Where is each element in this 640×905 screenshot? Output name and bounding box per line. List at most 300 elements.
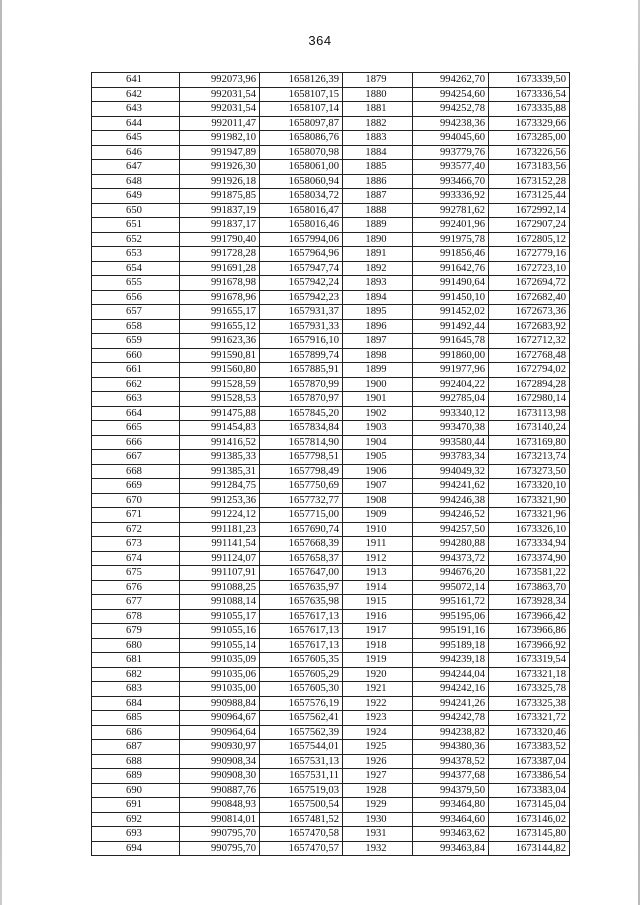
x-right-cell: 994280,88 <box>413 537 489 552</box>
point-number-right-cell: 1895 <box>343 305 413 320</box>
point-number-left-cell: 650 <box>92 203 180 218</box>
x-right-cell: 991975,78 <box>413 232 489 247</box>
x-left-cell: 991590,81 <box>180 348 260 363</box>
point-number-left-cell: 661 <box>92 363 180 378</box>
x-left-cell: 992073,96 <box>180 73 260 88</box>
y-left-cell: 1657798,49 <box>260 464 343 479</box>
point-number-right-cell: 1931 <box>343 827 413 842</box>
y-right-cell: 1673386,54 <box>489 769 570 784</box>
y-left-cell: 1657544,01 <box>260 740 343 755</box>
point-number-right-cell: 1917 <box>343 624 413 639</box>
y-right-cell: 1672694,72 <box>489 276 570 291</box>
y-left-cell: 1657870,97 <box>260 392 343 407</box>
point-number-right-cell: 1924 <box>343 725 413 740</box>
x-left-cell: 990908,30 <box>180 769 260 784</box>
x-right-cell: 993466,70 <box>413 174 489 189</box>
point-number-left-cell: 687 <box>92 740 180 755</box>
x-right-cell: 993464,80 <box>413 798 489 813</box>
table-row <box>92 827 570 842</box>
point-number-left-cell: 681 <box>92 653 180 668</box>
point-number-right-cell: 1914 <box>343 580 413 595</box>
x-left-cell: 991837,19 <box>180 203 260 218</box>
x-left-cell: 991035,06 <box>180 667 260 682</box>
table-row <box>92 319 570 334</box>
y-left-cell: 1657845,20 <box>260 406 343 421</box>
x-right-cell: 993336,92 <box>413 189 489 204</box>
point-number-right-cell: 1886 <box>343 174 413 189</box>
table-row <box>92 783 570 798</box>
table-row <box>92 638 570 653</box>
y-right-cell: 1672712,32 <box>489 334 570 349</box>
table-row <box>92 377 570 392</box>
point-number-left-cell: 655 <box>92 276 180 291</box>
point-number-right-cell: 1885 <box>343 160 413 175</box>
point-number-right-cell: 1883 <box>343 131 413 146</box>
coordinates-table-body <box>92 73 570 856</box>
point-number-left-cell: 689 <box>92 769 180 784</box>
y-right-cell: 1672894,28 <box>489 377 570 392</box>
point-number-right-cell: 1904 <box>343 435 413 450</box>
y-right-cell: 1672768,48 <box>489 348 570 363</box>
point-number-left-cell: 694 <box>92 841 180 856</box>
x-right-cell: 993783,34 <box>413 450 489 465</box>
point-number-right-cell: 1911 <box>343 537 413 552</box>
y-left-cell: 1657798,51 <box>260 450 343 465</box>
table-row <box>92 740 570 755</box>
table-row <box>92 406 570 421</box>
point-number-right-cell: 1927 <box>343 769 413 784</box>
x-left-cell: 991655,12 <box>180 319 260 334</box>
y-left-cell: 1658070,98 <box>260 145 343 160</box>
table-row <box>92 667 570 682</box>
table-row <box>92 754 570 769</box>
x-right-cell: 994242,16 <box>413 682 489 697</box>
table-row <box>92 363 570 378</box>
point-number-right-cell: 1913 <box>343 566 413 581</box>
x-right-cell: 993340,12 <box>413 406 489 421</box>
point-number-right-cell: 1887 <box>343 189 413 204</box>
point-number-left-cell: 646 <box>92 145 180 160</box>
y-right-cell: 1673329,66 <box>489 116 570 131</box>
x-left-cell: 991926,18 <box>180 174 260 189</box>
y-right-cell: 1673146,02 <box>489 812 570 827</box>
y-right-cell: 1673125,44 <box>489 189 570 204</box>
table-row <box>92 218 570 233</box>
point-number-right-cell: 1921 <box>343 682 413 697</box>
x-right-cell: 993463,84 <box>413 841 489 856</box>
y-left-cell: 1657500,54 <box>260 798 343 813</box>
x-right-cell: 994049,32 <box>413 464 489 479</box>
point-number-right-cell: 1901 <box>343 392 413 407</box>
point-number-left-cell: 649 <box>92 189 180 204</box>
x-left-cell: 991088,25 <box>180 580 260 595</box>
x-right-cell: 994244,04 <box>413 667 489 682</box>
table-row <box>92 392 570 407</box>
y-right-cell: 1673335,88 <box>489 102 570 117</box>
point-number-right-cell: 1884 <box>343 145 413 160</box>
y-left-cell: 1657942,23 <box>260 290 343 305</box>
point-number-left-cell: 659 <box>92 334 180 349</box>
point-number-right-cell: 1893 <box>343 276 413 291</box>
y-right-cell: 1672805,12 <box>489 232 570 247</box>
point-number-left-cell: 684 <box>92 696 180 711</box>
table-row <box>92 232 570 247</box>
x-left-cell: 991837,17 <box>180 218 260 233</box>
x-right-cell: 991492,44 <box>413 319 489 334</box>
y-right-cell: 1673140,24 <box>489 421 570 436</box>
x-left-cell: 991560,80 <box>180 363 260 378</box>
y-left-cell: 1657964,96 <box>260 247 343 262</box>
y-right-cell: 1672907,24 <box>489 218 570 233</box>
y-left-cell: 1657617,13 <box>260 638 343 653</box>
y-right-cell: 1673325,38 <box>489 696 570 711</box>
point-number-right-cell: 1888 <box>343 203 413 218</box>
point-number-right-cell: 1909 <box>343 508 413 523</box>
x-left-cell: 991181,23 <box>180 522 260 537</box>
y-right-cell: 1672794,02 <box>489 363 570 378</box>
point-number-right-cell: 1897 <box>343 334 413 349</box>
point-number-left-cell: 651 <box>92 218 180 233</box>
point-number-right-cell: 1902 <box>343 406 413 421</box>
table-row <box>92 653 570 668</box>
y-left-cell: 1657617,13 <box>260 624 343 639</box>
point-number-left-cell: 656 <box>92 290 180 305</box>
y-left-cell: 1657715,00 <box>260 508 343 523</box>
table-row <box>92 812 570 827</box>
y-left-cell: 1657942,24 <box>260 276 343 291</box>
y-right-cell: 1673321,72 <box>489 711 570 726</box>
x-left-cell: 991124,07 <box>180 551 260 566</box>
x-left-cell: 990964,67 <box>180 711 260 726</box>
y-left-cell: 1658107,14 <box>260 102 343 117</box>
y-left-cell: 1657635,98 <box>260 595 343 610</box>
x-left-cell: 990848,93 <box>180 798 260 813</box>
y-right-cell: 1673273,50 <box>489 464 570 479</box>
table-row <box>92 798 570 813</box>
point-number-right-cell: 1925 <box>343 740 413 755</box>
y-left-cell: 1657562,39 <box>260 725 343 740</box>
x-right-cell: 994377,68 <box>413 769 489 784</box>
table-row <box>92 421 570 436</box>
point-number-right-cell: 1905 <box>343 450 413 465</box>
point-number-left-cell: 688 <box>92 754 180 769</box>
point-number-left-cell: 647 <box>92 160 180 175</box>
y-left-cell: 1657732,77 <box>260 493 343 508</box>
point-number-right-cell: 1932 <box>343 841 413 856</box>
x-right-cell: 993577,40 <box>413 160 489 175</box>
x-right-cell: 994257,50 <box>413 522 489 537</box>
y-left-cell: 1657605,35 <box>260 653 343 668</box>
x-left-cell: 992031,54 <box>180 102 260 117</box>
x-right-cell: 994378,52 <box>413 754 489 769</box>
table-row <box>92 189 570 204</box>
y-right-cell: 1672723,10 <box>489 261 570 276</box>
y-left-cell: 1657605,29 <box>260 667 343 682</box>
point-number-left-cell: 693 <box>92 827 180 842</box>
x-left-cell: 991528,53 <box>180 392 260 407</box>
y-right-cell: 1673383,04 <box>489 783 570 798</box>
x-left-cell: 991416,52 <box>180 435 260 450</box>
point-number-right-cell: 1915 <box>343 595 413 610</box>
x-right-cell: 995195,06 <box>413 609 489 624</box>
table-row <box>92 73 570 88</box>
y-right-cell: 1673145,80 <box>489 827 570 842</box>
x-right-cell: 991645,78 <box>413 334 489 349</box>
point-number-right-cell: 1880 <box>343 87 413 102</box>
table-row <box>92 609 570 624</box>
x-right-cell: 993580,44 <box>413 435 489 450</box>
table-row <box>92 348 570 363</box>
x-right-cell: 991642,76 <box>413 261 489 276</box>
x-left-cell: 991454,83 <box>180 421 260 436</box>
y-left-cell: 1658061,00 <box>260 160 343 175</box>
x-left-cell: 991055,16 <box>180 624 260 639</box>
x-right-cell: 994379,50 <box>413 783 489 798</box>
x-right-cell: 991860,00 <box>413 348 489 363</box>
x-left-cell: 991982,10 <box>180 131 260 146</box>
y-left-cell: 1657519,03 <box>260 783 343 798</box>
coordinates-table <box>91 72 570 856</box>
x-right-cell: 994254,60 <box>413 87 489 102</box>
x-left-cell: 990988,84 <box>180 696 260 711</box>
y-left-cell: 1657885,91 <box>260 363 343 378</box>
y-left-cell: 1658086,76 <box>260 131 343 146</box>
y-left-cell: 1658016,47 <box>260 203 343 218</box>
point-number-left-cell: 677 <box>92 595 180 610</box>
y-right-cell: 1673387,04 <box>489 754 570 769</box>
x-right-cell: 991452,02 <box>413 305 489 320</box>
point-number-left-cell: 644 <box>92 116 180 131</box>
point-number-left-cell: 641 <box>92 73 180 88</box>
point-number-left-cell: 675 <box>92 566 180 581</box>
x-right-cell: 992401,96 <box>413 218 489 233</box>
table-row <box>92 464 570 479</box>
x-right-cell: 991856,46 <box>413 247 489 262</box>
x-left-cell: 991728,28 <box>180 247 260 262</box>
point-number-right-cell: 1912 <box>343 551 413 566</box>
y-left-cell: 1657605,30 <box>260 682 343 697</box>
table-row <box>92 131 570 146</box>
y-left-cell: 1657870,99 <box>260 377 343 392</box>
x-right-cell: 995072,14 <box>413 580 489 595</box>
y-right-cell: 1673321,96 <box>489 508 570 523</box>
x-left-cell: 991385,33 <box>180 450 260 465</box>
x-right-cell: 994380,36 <box>413 740 489 755</box>
point-number-left-cell: 665 <box>92 421 180 436</box>
scan-edge-left <box>0 0 2 905</box>
x-left-cell: 991926,30 <box>180 160 260 175</box>
x-left-cell: 991088,14 <box>180 595 260 610</box>
x-left-cell: 991790,40 <box>180 232 260 247</box>
point-number-left-cell: 658 <box>92 319 180 334</box>
point-number-right-cell: 1910 <box>343 522 413 537</box>
y-right-cell: 1673183,56 <box>489 160 570 175</box>
y-right-cell: 1673226,56 <box>489 145 570 160</box>
point-number-left-cell: 645 <box>92 131 180 146</box>
point-number-left-cell: 662 <box>92 377 180 392</box>
y-right-cell: 1673321,18 <box>489 667 570 682</box>
x-right-cell: 994676,20 <box>413 566 489 581</box>
y-left-cell: 1657750,69 <box>260 479 343 494</box>
y-left-cell: 1657814,90 <box>260 435 343 450</box>
point-number-right-cell: 1929 <box>343 798 413 813</box>
point-number-left-cell: 668 <box>92 464 180 479</box>
x-left-cell: 991528,59 <box>180 377 260 392</box>
y-right-cell: 1673336,54 <box>489 87 570 102</box>
y-right-cell: 1673213,74 <box>489 450 570 465</box>
point-number-right-cell: 1891 <box>343 247 413 262</box>
y-left-cell: 1657481,52 <box>260 812 343 827</box>
table-row <box>92 682 570 697</box>
table-row <box>92 435 570 450</box>
y-left-cell: 1657617,13 <box>260 609 343 624</box>
point-number-left-cell: 679 <box>92 624 180 639</box>
x-left-cell: 990887,76 <box>180 783 260 798</box>
table-row <box>92 769 570 784</box>
point-number-left-cell: 692 <box>92 812 180 827</box>
x-left-cell: 991224,12 <box>180 508 260 523</box>
x-left-cell: 991253,36 <box>180 493 260 508</box>
x-right-cell: 994241,26 <box>413 696 489 711</box>
y-right-cell: 1673966,92 <box>489 638 570 653</box>
y-right-cell: 1673374,90 <box>489 551 570 566</box>
x-left-cell: 991623,36 <box>180 334 260 349</box>
table-row <box>92 145 570 160</box>
point-number-right-cell: 1890 <box>343 232 413 247</box>
table-row <box>92 551 570 566</box>
table-row <box>92 624 570 639</box>
y-left-cell: 1658034,72 <box>260 189 343 204</box>
y-right-cell: 1672683,92 <box>489 319 570 334</box>
y-left-cell: 1657668,39 <box>260 537 343 552</box>
x-left-cell: 991678,98 <box>180 276 260 291</box>
y-left-cell: 1658016,46 <box>260 218 343 233</box>
y-left-cell: 1657690,74 <box>260 522 343 537</box>
x-right-cell: 994242,78 <box>413 711 489 726</box>
point-number-left-cell: 676 <box>92 580 180 595</box>
point-number-left-cell: 678 <box>92 609 180 624</box>
y-right-cell: 1673319,54 <box>489 653 570 668</box>
x-right-cell: 992785,04 <box>413 392 489 407</box>
y-right-cell: 1673169,80 <box>489 435 570 450</box>
x-right-cell: 993470,38 <box>413 421 489 436</box>
x-right-cell: 991977,96 <box>413 363 489 378</box>
y-left-cell: 1657470,57 <box>260 841 343 856</box>
point-number-right-cell: 1896 <box>343 319 413 334</box>
table-row <box>92 203 570 218</box>
x-left-cell: 991141,54 <box>180 537 260 552</box>
point-number-left-cell: 657 <box>92 305 180 320</box>
table-row <box>92 87 570 102</box>
y-left-cell: 1657576,19 <box>260 696 343 711</box>
y-right-cell: 1673152,28 <box>489 174 570 189</box>
table-row <box>92 116 570 131</box>
x-right-cell: 994373,72 <box>413 551 489 566</box>
point-number-right-cell: 1906 <box>343 464 413 479</box>
y-left-cell: 1657470,58 <box>260 827 343 842</box>
point-number-left-cell: 660 <box>92 348 180 363</box>
y-right-cell: 1673145,04 <box>489 798 570 813</box>
table-row <box>92 160 570 175</box>
y-right-cell: 1673320,10 <box>489 479 570 494</box>
y-left-cell: 1657647,00 <box>260 566 343 581</box>
x-left-cell: 991035,09 <box>180 653 260 668</box>
point-number-right-cell: 1903 <box>343 421 413 436</box>
table-row <box>92 537 570 552</box>
x-right-cell: 991450,10 <box>413 290 489 305</box>
table-row <box>92 276 570 291</box>
point-number-right-cell: 1898 <box>343 348 413 363</box>
table-row <box>92 261 570 276</box>
table-row <box>92 696 570 711</box>
y-right-cell: 1673334,94 <box>489 537 570 552</box>
point-number-left-cell: 673 <box>92 537 180 552</box>
y-right-cell: 1672980,14 <box>489 392 570 407</box>
table-row <box>92 290 570 305</box>
point-number-right-cell: 1900 <box>343 377 413 392</box>
point-number-left-cell: 683 <box>92 682 180 697</box>
point-number-left-cell: 666 <box>92 435 180 450</box>
point-number-left-cell: 691 <box>92 798 180 813</box>
x-left-cell: 991678,96 <box>180 290 260 305</box>
point-number-left-cell: 671 <box>92 508 180 523</box>
x-left-cell: 991035,00 <box>180 682 260 697</box>
point-number-left-cell: 682 <box>92 667 180 682</box>
point-number-left-cell: 648 <box>92 174 180 189</box>
y-left-cell: 1657635,97 <box>260 580 343 595</box>
x-right-cell: 995191,16 <box>413 624 489 639</box>
y-left-cell: 1657531,11 <box>260 769 343 784</box>
y-right-cell: 1673113,98 <box>489 406 570 421</box>
table-row <box>92 247 570 262</box>
table-row <box>92 508 570 523</box>
x-left-cell: 990795,70 <box>180 827 260 842</box>
y-right-cell: 1673285,00 <box>489 131 570 146</box>
y-left-cell: 1658107,15 <box>260 87 343 102</box>
x-right-cell: 994246,52 <box>413 508 489 523</box>
point-number-right-cell: 1916 <box>343 609 413 624</box>
y-left-cell: 1657658,37 <box>260 551 343 566</box>
y-right-cell: 1673966,86 <box>489 624 570 639</box>
x-right-cell: 994239,18 <box>413 653 489 668</box>
table-row <box>92 305 570 320</box>
x-right-cell: 992404,22 <box>413 377 489 392</box>
point-number-left-cell: 672 <box>92 522 180 537</box>
point-number-left-cell: 664 <box>92 406 180 421</box>
point-number-right-cell: 1919 <box>343 653 413 668</box>
point-number-right-cell: 1922 <box>343 696 413 711</box>
point-number-left-cell: 642 <box>92 87 180 102</box>
x-right-cell: 994238,82 <box>413 725 489 740</box>
y-left-cell: 1657834,84 <box>260 421 343 436</box>
x-right-cell: 995161,72 <box>413 595 489 610</box>
point-number-right-cell: 1894 <box>343 290 413 305</box>
x-left-cell: 991475,88 <box>180 406 260 421</box>
point-number-left-cell: 686 <box>92 725 180 740</box>
x-right-cell: 993464,60 <box>413 812 489 827</box>
x-left-cell: 991947,89 <box>180 145 260 160</box>
y-left-cell: 1658060,94 <box>260 174 343 189</box>
x-right-cell: 994238,36 <box>413 116 489 131</box>
table-row <box>92 493 570 508</box>
y-left-cell: 1657994,06 <box>260 232 343 247</box>
x-right-cell: 993779,76 <box>413 145 489 160</box>
x-left-cell: 991284,75 <box>180 479 260 494</box>
y-left-cell: 1657947,74 <box>260 261 343 276</box>
point-number-right-cell: 1920 <box>343 667 413 682</box>
y-left-cell: 1657931,33 <box>260 319 343 334</box>
x-left-cell: 990930,97 <box>180 740 260 755</box>
